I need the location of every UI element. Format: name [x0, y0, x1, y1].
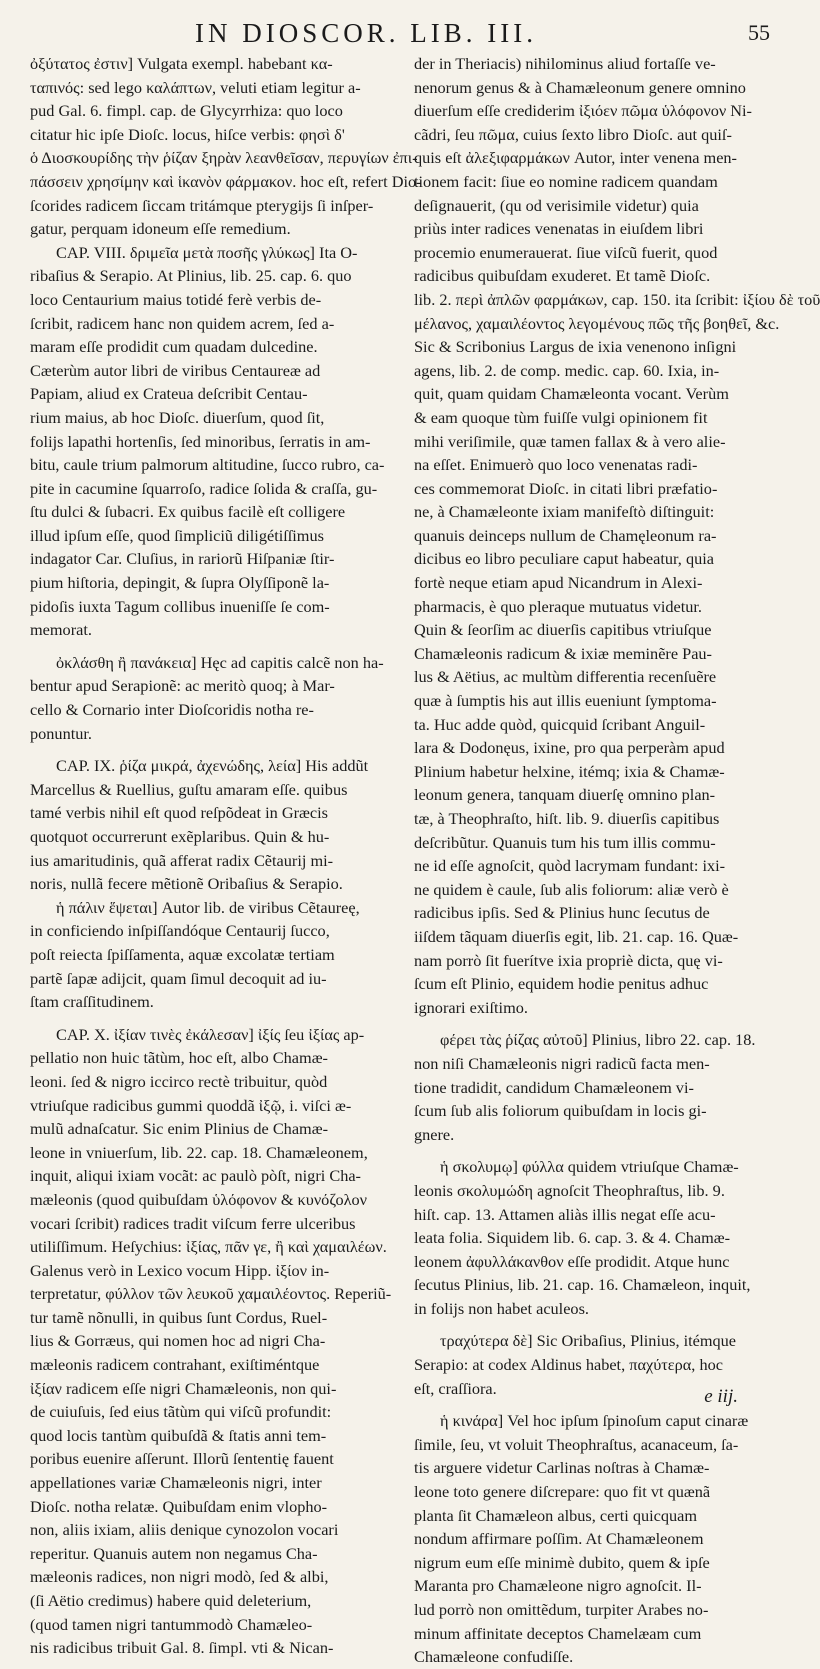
text-line: quæ à ſumptis his aut illis eueniunt ſymptoma-	[414, 691, 717, 711]
text-line: non, aliis ixiam, aliis denique cynozolon vocari	[30, 1520, 339, 1540]
text-line: radicibus quibuſdam exuderet. Et tamẽ Dioſc.	[414, 266, 711, 286]
text-line: leonum genera, tanquam diuerſę omnino plan-	[414, 785, 716, 805]
text-line: Plinium habetur helxine, itémq; ixia & Chamæ-	[414, 761, 725, 781]
text-line: tis arguere videtur Carlinas noſtras à Chamæ-	[414, 1458, 710, 1478]
text-line: mihi veriſimile, quæ tamen fallax & à vero alie-	[414, 431, 726, 451]
text-line: non niſi Chamæleonis nigri radicũ facta men-	[414, 1053, 710, 1073]
text-line: Maranta pro Chamæleone nigro agnoſcit. Il-	[414, 1576, 702, 1596]
text-line: quanuis deinceps nullum de Chamęleonum ra-	[414, 525, 717, 545]
text-line: vtriuſque radicibus gummi quoddã ἰξῷ, i. viſci æ-	[30, 1095, 352, 1115]
text-line: ὁ Διοσκουρίδης τὴν ῥίζαν ξηρὰν λεανθεῖσαν, περυγίων ἐπι-	[30, 148, 418, 168]
text-line: folijs lapathi hortenſis, ſed minoribus, ſerratis in am-	[30, 431, 371, 451]
text-line: tæ, à Theophraſto, hiſt. lib. 9. diuerſis capitibus	[414, 809, 720, 828]
text-line: der in Theriacis) nihilominus aliud fortaſſe ve-	[414, 54, 716, 73]
text-line: nis radicibus tribuit Gal. 8. ſimpl. vti & Nican-	[30, 1638, 334, 1658]
text-line: bentur apud Serapionẽ: ac meritò quoq; à Mar-	[30, 676, 335, 696]
text-line: φέρει τὰς ῥίζας αὐτοῦ] Plinius, libro 22. cap. 18.	[440, 1030, 756, 1050]
text-line: pite in cacumine ſquarroſo, radice ſolida & craſſa, gu-	[30, 478, 378, 498]
text-line: maram eſſe prodidit cum quadam dulcedine.	[30, 337, 318, 357]
text-line: tione tradidit, candidum Chamæleonem vi-	[414, 1077, 694, 1097]
text-line: vocari ſcribit) radices tradit viſcum ferre ulceribus	[30, 1213, 356, 1233]
text-line: ſcum eſt Plinio, equidem hodie penitus adhuc	[414, 974, 709, 994]
text-line: tur tamẽ nõnulli, in quibus ſunt Cordus, Ruel-	[30, 1307, 328, 1327]
text-line: mæleonis radices, non nigri modò, ſed & albi,	[30, 1567, 329, 1587]
text-line: mæleonis (quod quibuſdam ὑλόφονον & κυνόζολον	[30, 1189, 367, 1209]
text-line: ſcribit, radicem hanc non quidem acrem, ſed a-	[30, 313, 335, 333]
text-line: ponuntur.	[30, 723, 92, 743]
text-line: nigrum eum eſſe minimè dubito, quem & ipſe	[414, 1552, 710, 1572]
text-line: CAP. X. ἰξίαν τινὲς ἐκάλεσαν] ἰξίς ſeu ἰξίας ap-	[56, 1024, 365, 1044]
text-line: & eam quoque tùm fuiſſe vulgi opinionem fit	[414, 407, 708, 427]
text-line: pharmacis, è quo pleraque mutuatus videtur.	[414, 596, 703, 616]
text-line: noris, nullã fecere mẽtionẽ Oribaſius & Serapio.	[30, 874, 343, 894]
text-line: ne id eſſe agnoſcit, quòd lacrymam fundant: ixi-	[414, 856, 726, 876]
text-line: planta ſit Chamæleon albus, certi quicquam	[414, 1505, 698, 1525]
text-line: Chamæleonis radicum & ixiæ meminẽre Pau-	[414, 643, 712, 663]
text-line: Serapio: at codex Aldinus habet, παχύτερα, hoc	[414, 1355, 723, 1375]
text-line: leonis σκολυμώδη agnoſcit Theophraſtus, lib. 9.	[414, 1180, 725, 1200]
text-line: cãdri, ſeu πῶμα, cuius ſexto libro Dioſc. aut quiſ-	[414, 124, 732, 144]
text-line: Papiam, aliud ex Crateua deſcribit Centau-	[30, 384, 308, 404]
text-line: in folijs non habet aculeos.	[414, 1298, 589, 1318]
text-line: quit, quam quidam Chamæleonta vocant. Verùm	[414, 384, 729, 404]
text-line: leonem ἀφυλλάκανθον eſſe prodidit. Atque hunc	[414, 1251, 730, 1271]
running-title: IN DIOSCOR. LIB. III.	[195, 18, 537, 48]
text-line: lara & Dodonęus, ixine, pro qua perperàm apud	[414, 738, 725, 758]
text-line: in conficiendo inſpiſſandóque Centaurij ſucco,	[30, 921, 330, 941]
text-line: dicibus eo libro peculiare caput habeatur, quia	[414, 549, 714, 569]
text-line: deſcribũtur. Quanuis tum his tum illis commu-	[414, 832, 716, 852]
text-line: ſtu dulci & ſubacri. Ex quibus facilè eſt colligere	[30, 502, 346, 522]
text-line: leoni. ſed & nigro iccirco rectè tribuitur, quòd	[30, 1071, 328, 1091]
text-line: ὀκλάσθη ἢ πανάκεια] Hęc ad capitis calcẽ non ha-	[56, 652, 384, 672]
text-line: lud porrò non omittẽdum, turpiter Arabes no-	[414, 1600, 709, 1619]
text-line: ignorari exiſtimo.	[414, 997, 528, 1017]
text-line: πάσσειν χρησίμην καὶ ἱκανὸν φάρμακον. hoc eſt, refert Dio-	[30, 171, 422, 191]
text-line: Chamæleone confudiſſe.	[414, 1647, 574, 1667]
text-line: iiſdem tãquam diuerſis egit, lib. 21. cap. 16. Quæ-	[414, 926, 739, 946]
text-line: ces commemorat Dioſc. in citati libri præfatio-	[414, 478, 718, 498]
text-line: leone in vniuerſum, lib. 22. cap. 18. Chamæleonem,	[30, 1142, 368, 1162]
text-line: ſcorides radicem ſiccam tritámque pterygijs ſi inſper-	[30, 195, 374, 215]
text-line: ne quidem è caule, ſub alis foliorum: aliæ verò è	[414, 879, 729, 899]
text-line: quis eſt ἀλεξιφαρμάκων Autor, inter venena men-	[414, 148, 737, 168]
text-line: tionem facit: ſiue eo nomine radicem quandam	[414, 171, 718, 191]
text-line: nenorum genus & à Chamæleonum genere omnino	[414, 77, 746, 97]
text-line: reperitur. Quanuis autem non negamus Cha-	[30, 1543, 318, 1563]
text-line: pium hiſtoria, depingit, & ſupra Olyſſiponẽ la-	[30, 573, 330, 593]
text-line: cello & Cornario inter Dioſcoridis notha re-	[30, 700, 314, 720]
text-line: quotquot occurrerunt exẽplaribus. Quin & hu-	[30, 827, 330, 846]
text-line: rium maius, ab hoc Dioſc. diuerſum, quod ſit,	[30, 407, 325, 427]
text-line: gatur, perquam idoneum eſſe remedium.	[30, 219, 291, 239]
left-column	[30, 52, 422, 1658]
text-line: Quin & ſeorſim ac diuerſis capitibus vtriuſque	[414, 620, 712, 640]
text-line: pud Gal. 6. fimpl. cap. de Glycyrrhiza: quo loco	[30, 101, 343, 121]
text-line: ἡ πάλιν ἕψεται] Autor lib. de viribus Cẽtaureę,	[56, 897, 360, 917]
text-line: ἡ σκολυμῳ] φύλλα quidem vtriuſque Chamæ-	[440, 1157, 739, 1177]
text-line: Marcellus & Ruellius, guſtu amaram eſſe. quibus	[30, 779, 348, 799]
text-line: bitu, caule trium palmorum altitudine, ſucco rubro, ca-	[30, 455, 385, 475]
text-line: ταπινός: sed lego καλάπτων, veluti etiam legitur a-	[30, 77, 361, 97]
text-line: mæleonis radicem contrahant, exiſtiméntque	[30, 1355, 320, 1375]
text-line: indagator Car. Cluſius, in rariorũ Hiſpaniæ ſtir-	[30, 549, 335, 569]
text-line: ἡ κινάρα] Vel hoc ipſum ſpinoſum caput cinaræ	[440, 1411, 749, 1431]
text-line: diuerſum eſſe crediderim ἰξιόεν πῶμα ὑλόφονον Ni-	[414, 101, 752, 121]
text-line: ſimile, ſeu, vt voluit Theophraſtus, acanaceum, ſa-	[414, 1434, 739, 1454]
text-line: nondum affirmare poſſim. At Chamæleonem	[414, 1529, 704, 1549]
text-line: mulũ adnaſcatur. Sic enim Plinius de Chamæ-	[30, 1119, 328, 1139]
text-line: partẽ ſapæ adijcit, quam ſimul decoquit ad iu-	[30, 968, 327, 988]
text-line: ne, à Chamæleonte ixiam manifeſtò diſtinguit:	[414, 502, 715, 522]
text-line: deſignauerit, (qu od verisimile videtur) quia	[414, 195, 699, 215]
text-line: leata folia. Siquidem lib. 6. cap. 3. & 4. Chamæ-	[414, 1228, 731, 1248]
text-line: (ſi Aëtio credimus) habere quid deleterium,	[30, 1591, 312, 1610]
text-line: loco Centaurium maius totidé ferè verbis de-	[30, 289, 322, 309]
text-line: quod locis tantùm quibuſdã & ſtatis anni tem-	[30, 1425, 327, 1445]
text-line: inquit, aliqui ixiam vocãt: ac paulò pòſt, nigri Cha-	[30, 1166, 361, 1186]
text-line: poribus euenire aſſerunt. Illorũ ſententię fauent	[30, 1449, 334, 1469]
text-line: τραχύτερα δὲ] Sic Oribaſius, Plinius, itémque	[440, 1331, 737, 1351]
text-line: ſcum ſub alis foliorum quibuſdam in locis gi-	[414, 1101, 707, 1121]
text-line: radicibus ipſis. Sed & Plinius hunc ſecutus de	[414, 903, 710, 923]
text-line: citatur hic ipſe Dioſc. locus, hiſce verbis: φησὶ δ'	[30, 124, 345, 144]
text-line: gnere.	[414, 1124, 455, 1144]
text-line: memorat.	[30, 620, 92, 640]
text-line: lius & Gorræus, qui nomen hoc ad nigri Cha-	[30, 1331, 326, 1351]
text-line: de cuiuſuis, ſed eius tãtùm qui viſcũ profundit:	[30, 1402, 332, 1422]
text-line: Sic & Scribonius Largus de ixia venenono inſigni	[414, 337, 737, 357]
text-line: hiſt. cap. 13. Attamen aliàs illis negat eſſe acu-	[414, 1204, 716, 1224]
text-line: eſt, craſſiora.	[414, 1378, 497, 1398]
text-line: agens, lib. 2. de comp. medic. cap. 60. Ixia, in-	[414, 360, 720, 380]
text-line: appellationes variæ Chamæleonis nigri, inter	[30, 1473, 322, 1493]
text-line: CAP. VIII. δριμεῖα μετὰ ποσῆς γλύκως] Ita O-	[56, 242, 358, 262]
text-line: CAP. IX. ῥίζα μικρά, ἀχενώδης, λεία] His addũt	[56, 756, 369, 776]
text-line: μέλανος, χαμαιλέοντος λεγομένους πῶς τῆς βοηθεῖ, &c.	[414, 313, 780, 333]
text-line: procemio enumerauerat. ſiue viſcũ fuerit, quod	[414, 242, 718, 262]
text-line: na eſſet. Enimuerò quo loco venenatas radi-	[414, 455, 698, 475]
text-line: fortè neque etiam apud Nicandrum in Alexi-	[414, 573, 703, 593]
text-line: ius amaritudinis, quã afferat radix Cẽtaurij mi-	[30, 850, 334, 870]
text-line: nam porrò ſit fuerítve ixia propriè dicta, quę vi-	[414, 950, 723, 970]
text-line: priùs inter radices venenatas in eiuſdem libri	[414, 219, 704, 239]
text-line: terpretatur, φύλλον τῶν λευκοῦ χαμαιλέοντος. Reperiũ-	[30, 1284, 392, 1304]
text-line: tamé verbis nihil eſt quod reſpõdeat in Græcis	[30, 803, 328, 823]
text-line: ribaſius & Serapio. At Plinius, lib. 25. cap. 6. quo	[30, 266, 352, 286]
text-line: ſecutus Plinius, lib. 21. cap. 16. Chamæleon, inquit,	[414, 1275, 751, 1295]
signature-mark: e iij.	[704, 1386, 738, 1407]
text-line: pidoſis iuxta Tagum collibus inueniſſe ſe com-	[30, 596, 330, 616]
text-line: utiliſſimum. Heſychius: ἰξίας, πᾶν γε, ἢ καὶ χαμαιλέων.	[30, 1237, 387, 1257]
text-line: Cæterùm autor libri de viribus Centaureæ ad	[30, 360, 321, 380]
text-line: Galenus verò in Lexico vocum Hipp. ἰξίον in-	[30, 1260, 330, 1280]
text-line: ἰξίαν radicem eſſe nigri Chamæleonis, non qui-	[30, 1378, 337, 1398]
text-line: poſt reiecta ſpiſſamenta, aquæ excolatæ tertiam	[30, 944, 335, 964]
text-line: leone toto genere diſcrepare: quo fit vt quænã	[414, 1482, 711, 1502]
text-line: ὀξύτατος ἐστιν] Vulgata exempl. habebant κα-	[30, 54, 333, 73]
text-line: minum affinitate deceptos Chamelæam cum	[414, 1623, 702, 1643]
text-line: ſtam craſſitudinem.	[30, 992, 154, 1012]
text-line: lus & Aëtius, ac multùm differentia recenſuẽre	[414, 667, 717, 687]
text-line: (quod tamen nigri tantummodò Chamæleo-	[30, 1614, 313, 1634]
text-line: pellatio non huic tãtùm, hoc eſt, albo Chamæ-	[30, 1048, 328, 1068]
text-line: ta. Huc adde quòd, quicquid ſcribant Anguil-	[414, 714, 706, 734]
text-line: lib. 2. περὶ ἀπλῶν φαρμάκων, cap. 150. ita ſcribit: ἰξίου δὲ τοῦ	[414, 289, 820, 309]
text-line: Dioſc. notha relatæ. Quibuſdam enim vlopho-	[30, 1496, 328, 1516]
text-line: illud ipſum eſſe, quod ſimpliciũ diligétiſſimus	[30, 525, 324, 545]
page-number: 55	[748, 20, 770, 45]
